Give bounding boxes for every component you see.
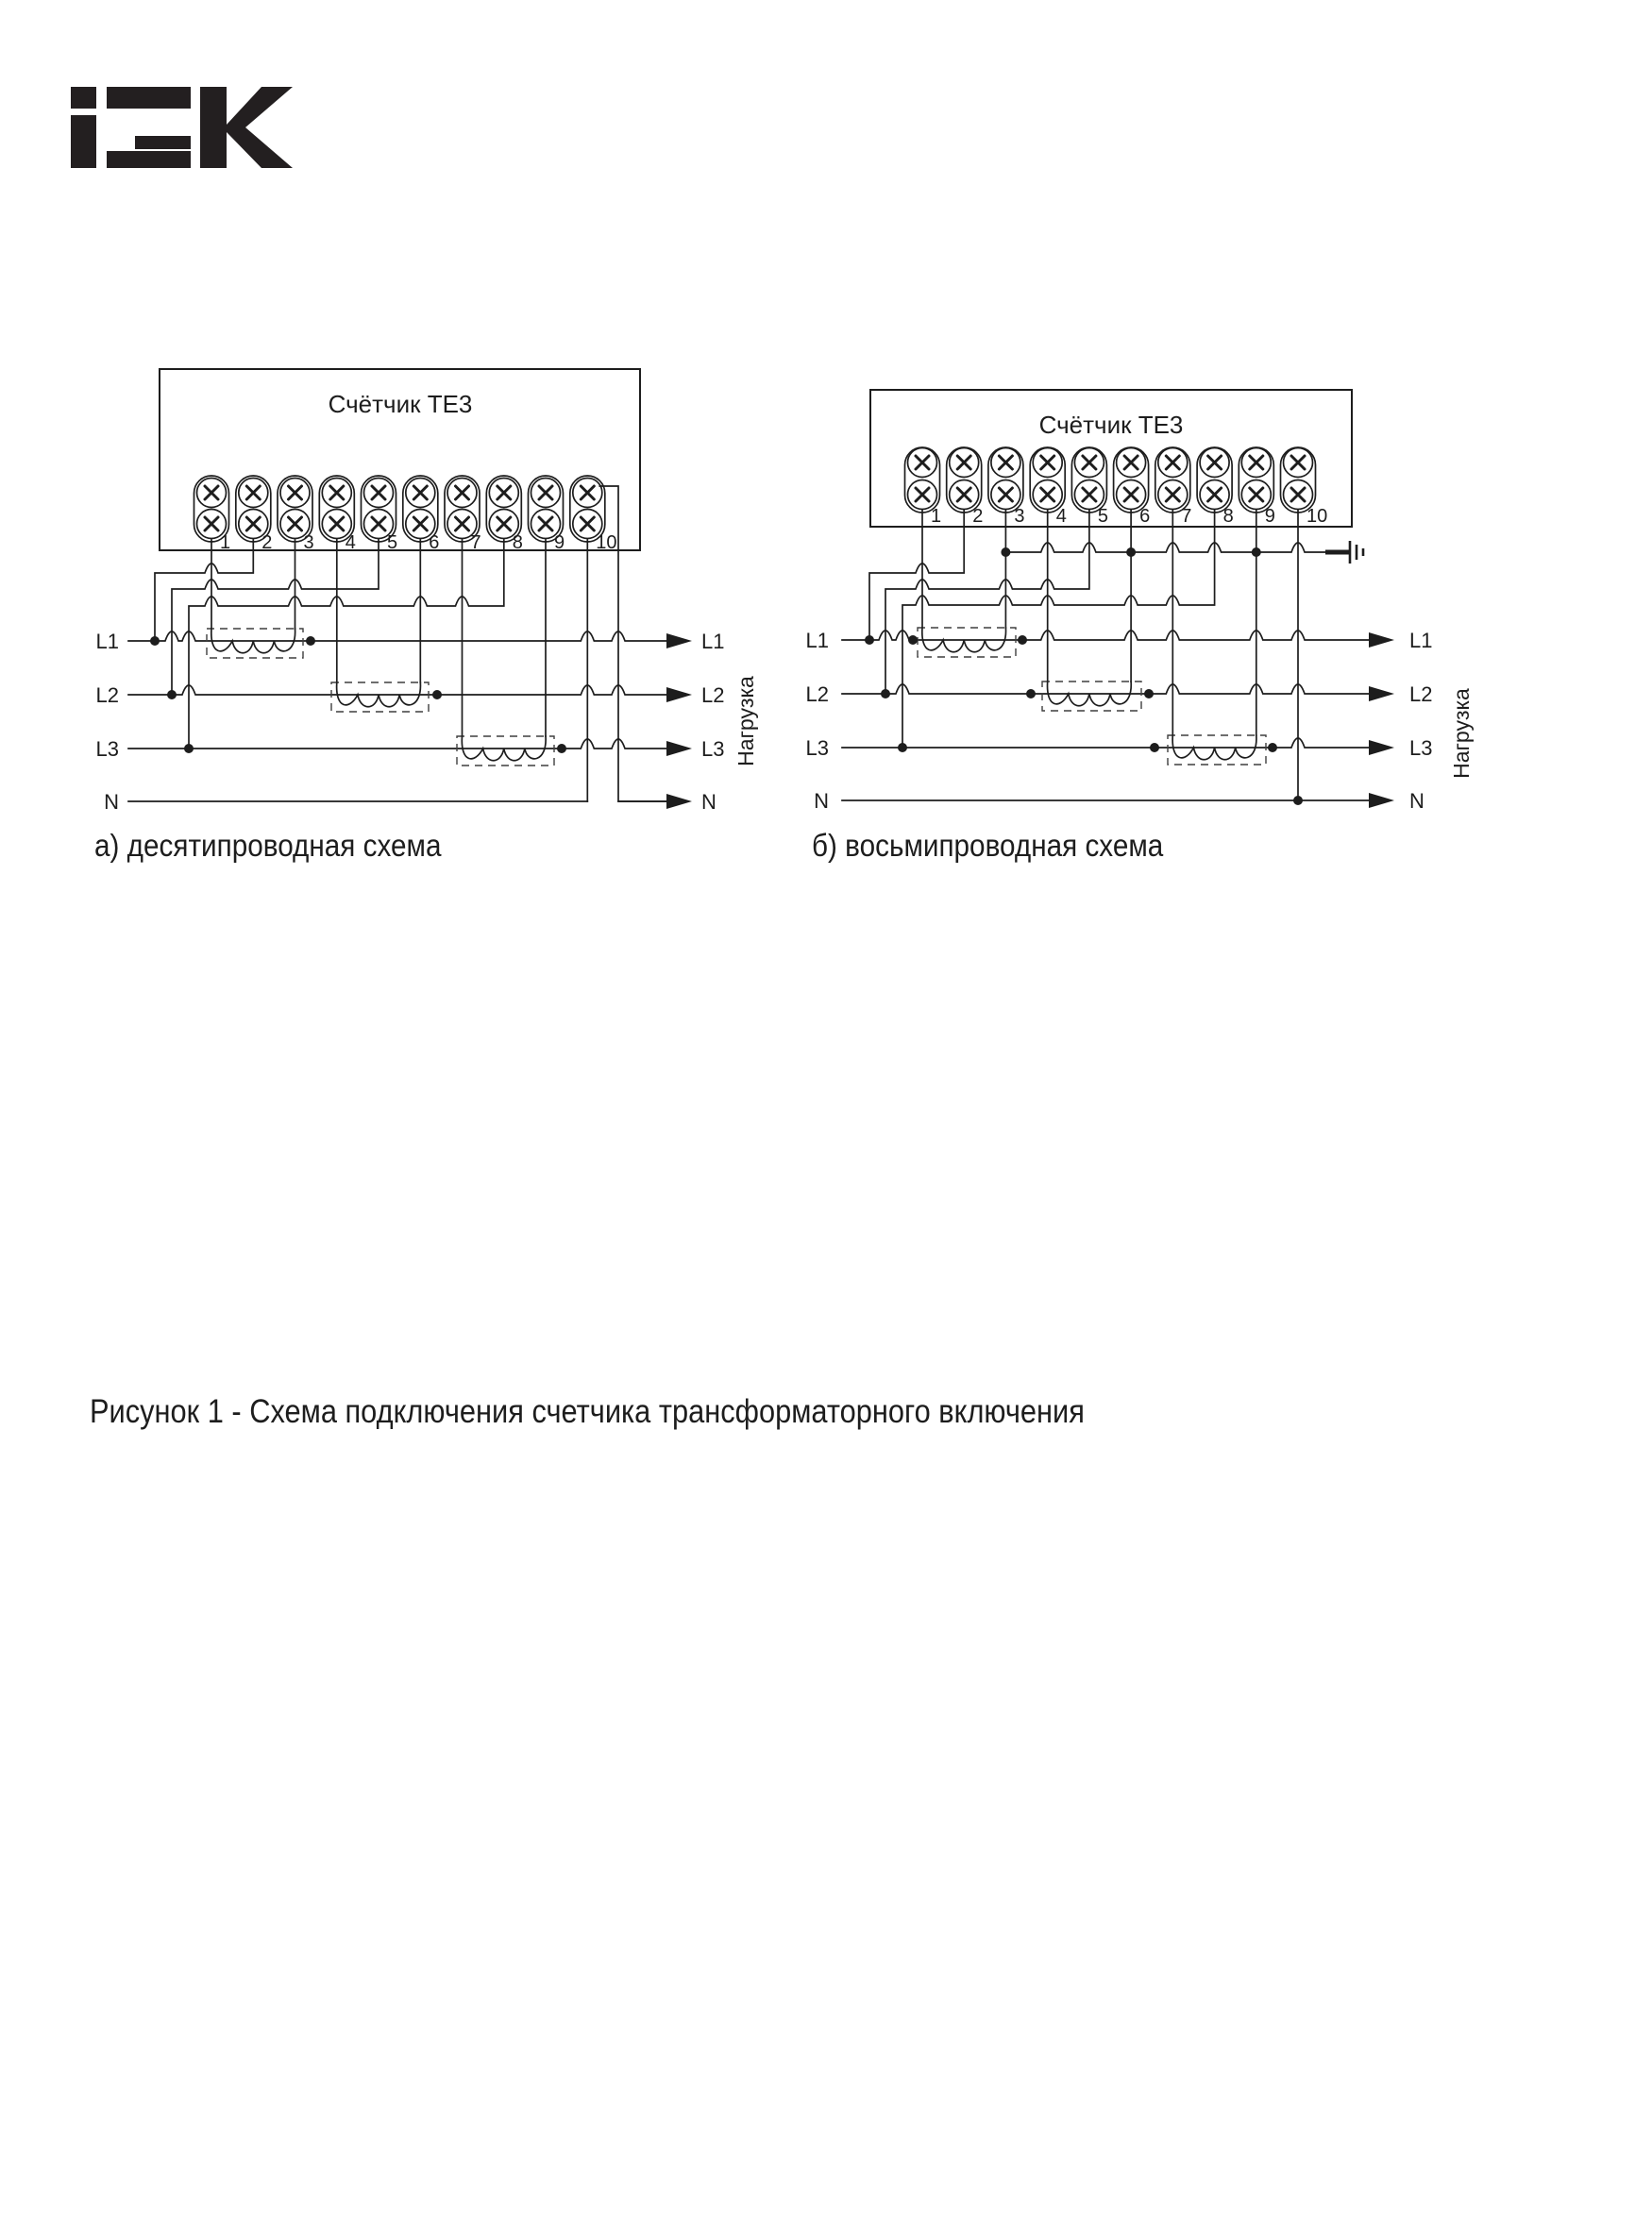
secondary-common-bus — [1005, 543, 1325, 552]
voltage-tap-wire-1 — [869, 510, 964, 640]
diagram-a-ten-wire — [96, 369, 758, 814]
screw-x-icon — [289, 486, 302, 499]
line-label-left-L2: L2 — [95, 683, 119, 707]
junction-dot — [557, 744, 566, 753]
ct-dashed-outline — [1168, 735, 1266, 765]
line-label-right-N: N — [1409, 789, 1424, 813]
ct-dashed-outline — [331, 682, 429, 712]
line-L3 — [128, 739, 667, 749]
screw-x-icon — [539, 486, 552, 499]
screw-x-icon — [456, 486, 469, 499]
screw-x-icon — [581, 486, 594, 499]
screw-x-icon — [1124, 488, 1138, 501]
junction-dot — [1144, 689, 1154, 698]
terminal-number: 7 — [470, 532, 481, 553]
screw-x-icon — [539, 517, 552, 530]
junction-dot — [1001, 547, 1010, 557]
screw-x-icon — [372, 486, 385, 499]
voltage-tap-wire-1 — [155, 540, 253, 641]
screw-x-icon — [916, 456, 929, 469]
screw-x-icon — [497, 517, 511, 530]
screw-x-icon — [246, 486, 260, 499]
screw-x-icon — [957, 456, 970, 469]
ct-dashed-outline — [457, 736, 554, 766]
arrow-right-icon — [1369, 632, 1394, 648]
voltage-tap-wire-2 — [885, 510, 1089, 694]
junction-dot — [1126, 547, 1136, 557]
screw-x-icon — [1083, 456, 1096, 469]
arrow-right-icon — [666, 741, 692, 756]
terminal-number: 4 — [1055, 506, 1067, 527]
screw-x-icon — [1291, 488, 1305, 501]
junction-dot — [150, 636, 160, 646]
terminal-number: 5 — [1097, 506, 1109, 527]
screw-x-icon — [1250, 456, 1263, 469]
earth-ground-icon — [1325, 541, 1363, 564]
line-label-right-L3: L3 — [1409, 736, 1433, 760]
arrow-right-icon — [1369, 740, 1394, 755]
terminal-number: 10 — [1306, 506, 1328, 527]
terminal-number: 2 — [972, 506, 984, 527]
arrow-right-icon — [1369, 793, 1394, 808]
screw-x-icon — [1041, 488, 1054, 501]
screw-x-icon — [246, 517, 260, 530]
load-label: Нагрузка — [1449, 688, 1474, 779]
terminal-number: 5 — [387, 532, 398, 553]
line-label-left-N: N — [814, 789, 829, 813]
arrow-right-icon — [666, 687, 692, 702]
screw-x-icon — [999, 488, 1012, 501]
terminal-number: 4 — [345, 532, 356, 553]
line-L1 — [128, 631, 667, 641]
arrow-right-icon — [1369, 686, 1394, 701]
screw-x-icon — [581, 517, 594, 530]
screw-x-icon — [1291, 456, 1305, 469]
meter-title: Счётчик ТЕ3 — [328, 390, 473, 418]
terminal — [570, 476, 617, 553]
line-label-right-L1: L1 — [701, 630, 725, 653]
terminal-number: 8 — [512, 532, 523, 553]
junction-dot — [167, 690, 177, 699]
screw-x-icon — [1083, 488, 1096, 501]
screw-x-icon — [999, 456, 1012, 469]
line-label-left-L1: L1 — [805, 629, 829, 652]
screw-x-icon — [1250, 488, 1263, 501]
screw-x-icon — [413, 517, 427, 530]
line-L2 — [128, 685, 667, 695]
terminal-number: 7 — [1181, 506, 1192, 527]
screw-x-icon — [330, 517, 344, 530]
screw-x-icon — [456, 517, 469, 530]
junction-dot — [898, 743, 907, 752]
line-label-left-N: N — [104, 790, 119, 814]
screw-x-icon — [1208, 456, 1222, 469]
voltage-tap-wire-3 — [189, 540, 504, 749]
junction-dot — [1026, 689, 1036, 698]
ct-dashed-outline — [1042, 681, 1141, 711]
line-L2 — [842, 684, 1370, 694]
line-label-right-L2: L2 — [1409, 682, 1433, 706]
terminal-number: 2 — [261, 532, 273, 553]
screw-x-icon — [957, 488, 970, 501]
junction-dot — [1150, 743, 1159, 752]
line-label-left-L1: L1 — [95, 630, 119, 653]
diagram-b-eight-wire — [806, 390, 1474, 813]
terminal-number: 8 — [1222, 506, 1234, 527]
junction-dot — [1018, 635, 1027, 645]
terminal-number: 3 — [1014, 506, 1025, 527]
junction-dot — [184, 744, 194, 753]
screw-x-icon — [1208, 488, 1222, 501]
screw-x-icon — [413, 486, 427, 499]
terminal-number: 1 — [931, 506, 942, 527]
caption-diagram-b — [812, 828, 1203, 864]
screw-x-icon — [497, 486, 511, 499]
screw-x-icon — [289, 517, 302, 530]
screw-x-icon — [916, 488, 929, 501]
line-label-right-L1: L1 — [1409, 629, 1433, 652]
voltage-tap-wire-2 — [172, 540, 379, 695]
junction-dot — [865, 635, 874, 645]
caption-diagram-b-text: б) восьмипроводная схема — [812, 828, 1164, 863]
terminal-number: 6 — [429, 532, 440, 553]
terminal-number: 9 — [554, 532, 565, 553]
ct-dashed-outline — [207, 629, 303, 658]
screw-x-icon — [205, 486, 218, 499]
screw-x-icon — [330, 486, 344, 499]
figure-caption-text: Рисунок 1 - Схема подключения счетчика трансформаторного включения — [90, 1393, 1085, 1430]
terminal-number: 3 — [303, 532, 314, 553]
wiring-schematic — [0, 0, 1652, 944]
line-L3 — [842, 738, 1370, 748]
screw-x-icon — [372, 517, 385, 530]
caption-diagram-a-text: а) десятипроводная схема — [94, 828, 442, 863]
arrow-right-icon — [666, 633, 692, 648]
line-label-left-L3: L3 — [95, 737, 119, 761]
terminal — [1281, 447, 1328, 527]
junction-dot — [1252, 547, 1261, 557]
terminal-number: 10 — [596, 532, 617, 553]
screw-x-icon — [205, 517, 218, 530]
screw-x-icon — [1166, 456, 1179, 469]
junction-dot — [881, 689, 890, 698]
terminal-number: 1 — [220, 532, 231, 553]
meter-title: Счётчик ТЕ3 — [1038, 411, 1184, 439]
screw-x-icon — [1124, 456, 1138, 469]
screw-x-icon — [1166, 488, 1179, 501]
arrow-right-icon — [666, 794, 692, 809]
line-label-left-L3: L3 — [805, 736, 829, 760]
terminal-number: 9 — [1264, 506, 1275, 527]
line-L1 — [842, 631, 1370, 640]
junction-dot — [432, 690, 442, 699]
junction-dot — [908, 635, 918, 645]
junction-dot — [1293, 796, 1303, 805]
caption-diagram-a — [94, 828, 480, 864]
line-label-right-L2: L2 — [701, 683, 725, 707]
line-label-left-L2: L2 — [805, 682, 829, 706]
load-label: Нагрузка — [733, 676, 758, 766]
ct-dashed-outline — [918, 628, 1016, 657]
line-label-right-L3: L3 — [701, 737, 725, 761]
voltage-tap-wire-3 — [902, 510, 1215, 748]
screw-x-icon — [1041, 456, 1054, 469]
terminal-number: 6 — [1139, 506, 1151, 527]
junction-dot — [1268, 743, 1277, 752]
junction-dot — [306, 636, 315, 646]
line-label-right-N: N — [701, 790, 716, 814]
figure-caption — [90, 1393, 1221, 1431]
